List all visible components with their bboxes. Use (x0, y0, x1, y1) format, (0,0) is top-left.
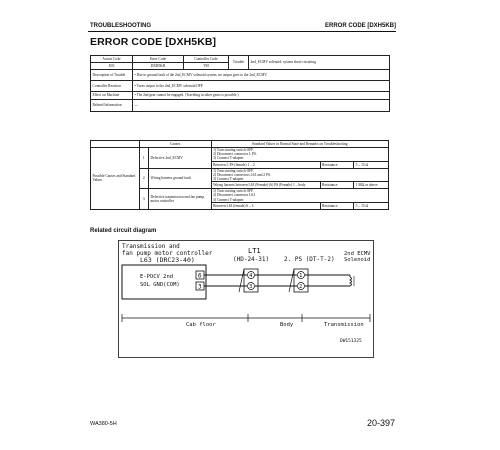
controller-title-2: fan pump motor controller (122, 250, 213, 257)
solenoid-coil (350, 277, 352, 286)
action-code-label: Action Code (91, 56, 133, 63)
l63-pin-3: 3 (198, 283, 202, 291)
cause-3-no: 3 (139, 189, 148, 210)
ecmv-label-1: 2nd ECMV (344, 251, 371, 257)
ps-pin-2: 2 (299, 284, 303, 291)
trouble-text: 2nd_ECMV solenoid: system short-circuiting (249, 56, 390, 70)
cause-2-value: 1 MΩ or above (354, 182, 389, 189)
info-table (90, 55, 390, 112)
footer-page-number: 20-397 (367, 418, 396, 428)
action-code: E03 (91, 63, 133, 70)
controller-reaction-label: Controller Reaction (91, 81, 133, 92)
cause-3-steps: 1) Turn starting switch OFF. 2) Disconnect connector L63. 3) Connect T-adapter. (211, 189, 388, 203)
l63-pin-6: 6 (198, 272, 202, 280)
cause-2-no: 2 (139, 168, 148, 189)
controller-reaction-value: • Turns output to the 2nd_ECMV solenoid OFF. (133, 81, 390, 92)
related-info-label: Related Information (91, 100, 133, 112)
transmission-label: Transmission (324, 322, 364, 328)
controller-code-label: Controller Code (184, 56, 229, 63)
body-label: Body (280, 322, 294, 328)
cause-1-between: Between L PS (female) 1 – 2 (211, 161, 320, 168)
l63-label: L63 (DRC23-40) (140, 256, 195, 264)
cause-1-steps: 1) Turn starting switch OFF. 2) Disconnect connector L PS. 3) Connect T-adapter. (211, 148, 388, 162)
cause-3-measure: Resistance (320, 202, 354, 209)
diagram-code: DW151325 (340, 339, 362, 344)
controller-title-1: Transmission and (122, 243, 180, 250)
cause-3-name: Defective transmission and fan pump motor controller (148, 189, 211, 210)
effect-label: Effect on Machine (91, 92, 133, 100)
error-code: DXH5KB (133, 63, 184, 70)
ps-label: 2. PS (DT-T-2) (284, 256, 335, 263)
description-value: • Due to ground fault of the 2nd_ECMV solenoid system, no output goes to the 2nd_ECMV. (133, 70, 390, 81)
cause-1-value: 5 – 15 Ω (354, 161, 389, 168)
cause-2-measure: Resistance (320, 182, 354, 189)
sol-label: SOL GND(COM) (140, 282, 180, 288)
related-info-value: — (133, 100, 390, 112)
effect-value: • The 2nd gear cannot be engaged. (Traveling in other gears is possible.) (133, 92, 390, 100)
lt1-pin-4: 4 (249, 273, 253, 280)
header-right: ERROR CODE [DXH5KB] (324, 23, 396, 29)
controller-code: TM (184, 63, 229, 70)
lt1-pin-3: 3 (249, 284, 253, 291)
header-rule (88, 31, 396, 32)
cause-3-value: 5 – 15 Ω (354, 202, 389, 209)
causes-header: Causes (139, 141, 211, 148)
cause-1-no: 1 (139, 148, 148, 169)
cause-1-measure: Resistance (320, 161, 354, 168)
standard-header: Standard Values in Normal State and Remarks on Troubleshooting (211, 141, 388, 148)
trouble-label: Trouble (229, 56, 249, 70)
cab-floor-label: Cab floor (186, 322, 216, 328)
cause-1-name: Defective 2nd_ECMV (148, 148, 211, 169)
circuit-section-title: Related circuit diagram (90, 228, 157, 234)
cause-2-between: Wiring harness between L63 (Female) (6) PS (Female) 1 – body (211, 182, 320, 189)
cause-2-name: Wiring harness ground fault (148, 168, 211, 189)
causes-table (90, 140, 389, 210)
footer-model: WA380-5H (90, 421, 117, 427)
cause-3-between: Between L63 (female) 6 – 3 (211, 202, 320, 209)
page-title: ERROR CODE [DXH5KB] (90, 36, 217, 48)
ps-pin-1: 1 (299, 273, 303, 280)
lt1-label-2: (HD-24-31) (233, 256, 270, 263)
lt1-label-1: LT1 (248, 247, 261, 255)
circuit-diagram (118, 240, 374, 358)
description-label: Description of Trouble (91, 70, 133, 81)
epocv-label: E-POCV 2nd (140, 274, 174, 280)
ecmv-label-2: Solenoid (344, 257, 371, 263)
error-code-label: Error Code (133, 56, 184, 63)
cause-2-steps: 1) Turn starting switch OFF. 2) Disconnect connectors L63 and 2 PS. 3) Connect T-adapter. (211, 168, 388, 182)
possible-causes-label: Possible Causes and Standard Values (91, 148, 140, 210)
header-left: TROUBLESHOOTING (90, 23, 151, 29)
